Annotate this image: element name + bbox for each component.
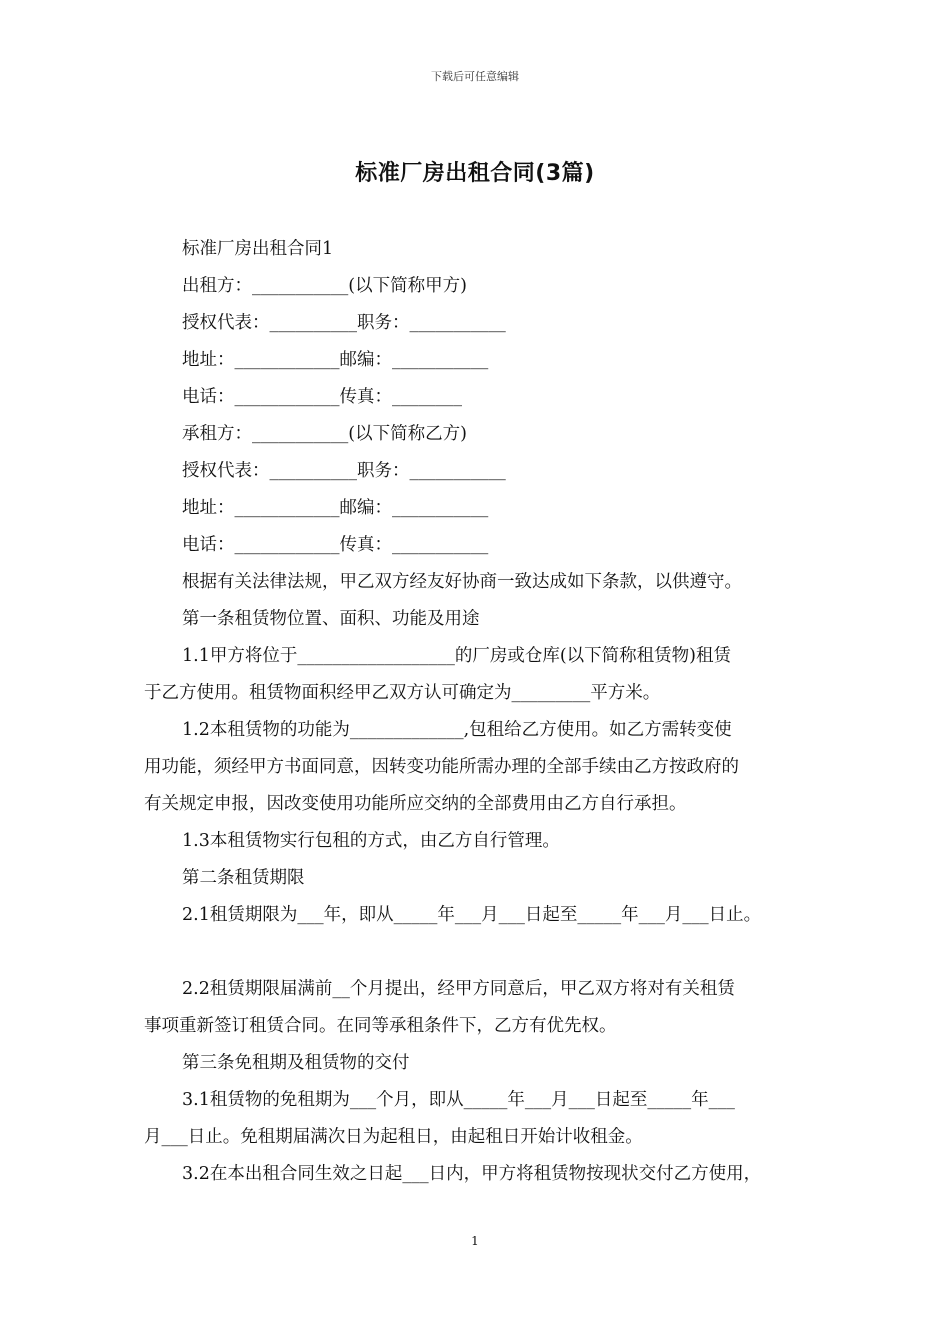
lessor-representative-line: 授权代表：__________职务：___________ — [182, 313, 506, 333]
lessor-phone-line: 电话：____________传真：________ — [182, 387, 462, 407]
paragraph-gap — [144, 934, 824, 971]
clause-3-1-line-1: 3.1租赁物的免租期为___个月，即从_____年___月___日起至_____年___ — [182, 1090, 735, 1110]
lessor-line: 出租方：___________(以下简称甲方) — [182, 276, 467, 296]
clause-1-2-line-2: 用功能，须经甲方书面同意，因转变功能所需办理的全部手续由乙方按政府的 — [144, 757, 739, 777]
document-body — [144, 231, 824, 1193]
clause-1-1-line-1: 1.1甲方将位于__________________的厂房或仓库(以下简称租赁物)租赁 — [182, 646, 731, 666]
page-number: 1 — [471, 1234, 479, 1248]
clause-2-2-line-2: 事项重新签订租赁合同。在同等承租条件下，乙方有优先权。 — [144, 1016, 617, 1036]
lessee-address-line: 地址：____________邮编：___________ — [182, 498, 489, 518]
document-title: 标准厂房出租合同(3篇) — [355, 161, 595, 186]
contract-subtitle: 标准厂房出租合同1 — [182, 239, 334, 259]
clause-1-2-line-3: 有关规定申报，因改变使用功能所应交纳的全部费用由乙方自行承担。 — [144, 794, 687, 814]
preamble-paragraph: 根据有关法律法规，甲乙双方经友好协商一致达成如下条款，以供遵守。 — [182, 572, 742, 592]
lessee-line: 承租方：___________(以下简称乙方) — [182, 424, 467, 444]
article-1-heading: 第一条租赁物位置、面积、功能及用途 — [182, 609, 480, 629]
lessee-phone-line: 电话：____________传真：___________ — [182, 535, 489, 555]
clause-3-2-line-1: 3.2在本出租合同生效之日起___日内，甲方将租赁物按现状交付乙方使用， — [182, 1164, 762, 1184]
article-2-heading: 第二条租赁期限 — [182, 868, 305, 888]
clause-1-2-line-1: 1.2本租赁物的功能为_____________,包租给乙方使用。如乙方需转变使 — [182, 720, 732, 740]
clause-3-1-line-2: 月___日止。免租期届满次日为起租日，由起租日开始计收租金。 — [144, 1127, 643, 1147]
clause-1-3: 1.3本租赁物实行包租的方式，由乙方自行管理。 — [182, 831, 560, 851]
clause-2-2-line-1: 2.2租赁期限届满前__个月提出，经甲方同意后，甲乙双方将对有关租赁 — [182, 979, 735, 999]
clause-2-1: 2.1租赁期限为___年，即从_____年___月___日起至_____年___月___日止。 — [182, 905, 762, 925]
clause-1-1-line-2: 于乙方使用。租赁物面积经甲乙双方认可确定为_________平方米。 — [144, 683, 661, 703]
header-note: 下载后可任意编辑 — [431, 70, 519, 83]
lessor-address-line: 地址：____________邮编：___________ — [182, 350, 489, 370]
article-3-heading: 第三条免租期及租赁物的交付 — [182, 1053, 410, 1073]
lessee-representative-line: 授权代表：__________职务：___________ — [182, 461, 506, 481]
